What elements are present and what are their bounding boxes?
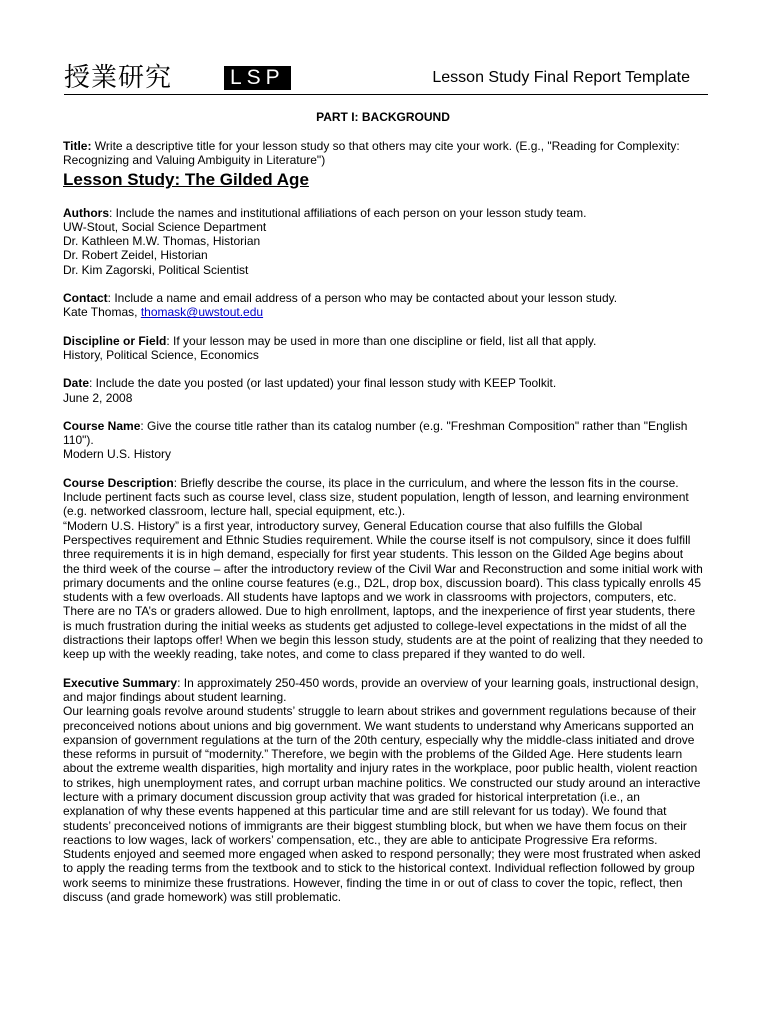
course-description-label: Course Description [63,475,174,490]
part-title: PART I: BACKGROUND [316,110,450,124]
contact-email-link[interactable]: thomask@uwstout.edu [140,305,264,320]
course-name-value: Modern U.S. History [63,447,172,462]
date-value: June 2, 2008 [63,390,133,405]
discipline-label: Discipline or Field [63,333,167,348]
document-header [64,62,708,96]
date-instruction: : Include the date you posted (or last updated) your final lesson study with KEEP Toolkit. [89,376,557,391]
discipline-section [63,334,703,363]
author-line: UW-Stout, Social Science Department [63,219,267,234]
contact-label: Contact [63,291,108,306]
author-line: Dr. Kathleen M.W. Thomas, Historian [63,234,261,249]
course-description-section [63,476,703,662]
executive-summary-body: Our learning goals revolve around students’ struggle to learn about strikes and government regulations because of their preconceived notions about unions and big government. We want students to understand why Americans supported an expansion of government regulations at the turn of the 20th century, especially why the middle-class initiated and drove these reforms in pursuit of “modernity.” Therefore, we begin with the problems of the Gilded Age. Here students learn about the extreme wealth disparities, high mortality and injury rates in the workplace, poor public health, violent reaction to strikes, high unemployment rates, and corrupt urban machine politics. We constructed our study around an interactive lecture with a primary document discussion group activity that was graded for historical interpretation (i.e., an explanation of why these events happened at this particular time and are still relevant for us today). We found that students’ preconceived notions of immigrants are their biggest stumbling block, but when we have them focus on their reactions to low wages, lack of workers’ compensation, etc., they are able to anticipate Progressive Era reforms. Students enjoyed and seemed more engaged when asked to respond personally; they were most frustrated when asked to apply the reading terms from the textbook and to stick to the historical context. Individual reflection followed by group work seems to minimize these frustrations. However, finding the time in or out of class to cover the topic, reflect, then discuss (and grade homework) was still problematic. [63,704,701,905]
authors-section [63,206,703,277]
title-instruction [63,139,703,168]
template-title: Lesson Study Final Report Template [432,69,690,86]
executive-summary-instruction: : In approximately 250-450 words, provide an overview of your learning goals, instructional design, and major findings about student learning. [63,675,699,704]
authors-instruction: : Include the names and institutional affiliations of each person on your lesson study team. [109,205,587,220]
discipline-instruction: : If your lesson may be used in more than one discipline or field, list all that apply. [166,333,597,348]
header-divider [64,94,708,95]
executive-summary-section [63,676,703,905]
date-label: Date [63,376,90,391]
course-description-instruction: : Briefly describe the course, its place in the curriculum, and where the lesson fits in the course. Include pertinent facts such as course level, class size, student population, length of lesson, and learning environment (e.g. networked classroom, lecture hall, special equipment, etc.). [63,475,689,519]
date-section [63,376,703,405]
course-name-section [63,419,703,462]
title-label: Title: [63,139,92,153]
logo-lsp-box: LSP [224,66,291,90]
author-line: Dr. Robert Zeidel, Historian [63,248,208,263]
title-instruction-text: Write a descriptive title for your lesson study so that others may cite your work. (E.g., "Reading for Complexity: Recognizing and Valuing Ambiguity in Literature") [63,139,680,168]
contact-section [63,291,703,320]
document-body [63,110,703,918]
contact-name: Kate Thomas, [63,305,141,320]
discipline-value: History, Political Science, Economics [63,347,259,362]
course-name-instruction: : Give the course title rather than its catalog number (e.g. "Freshman Composition" rather than "English 110"). [63,418,688,448]
executive-summary-label: Executive Summary [63,675,178,690]
contact-instruction: : Include a name and email address of a person who may be contacted about your lesson study. [107,291,618,306]
course-name-label: Course Name [63,418,141,433]
logo-cjk-text: 授業研究 [64,63,173,93]
lesson-study-title: Lesson Study: The Gilded Age [63,169,309,189]
course-description-body: “Modern U.S. History” is a first year, introductory survey, General Education course that also fulfills the Global Perspectives requirement and Ethnic Studies requirement. While the course itself is not compulsory, since it does fulfill three requirements it is in high demand, especially for first year students. This lesson on the Gilded Age begins about the third week of the course – after the introductory review of the Civil War and Reconstruction and some initial work with primary documents and the online course features (e.g., D2L, drop box, discussion board). This class typically enrolls 45 students with a few overloads. All students have laptops and we work in classrooms with projectors, computers, etc. There are no TA’s or graders allowed. Due to high enrollment, laptops, and the inexperience of first year students, there is much frustration during the initial weeks as students get adjusted to college-level expectations in the midst of all the distractions their laptops offer! When we begin this lesson study, students are at the point of realizing that they needed to keep up with the weekly reading, take notes, and come to class prepared if they wanted to do well. [63,518,703,662]
authors-label: Authors [63,205,109,220]
author-line: Dr. Kim Zagorski, Political Scientist [63,262,249,277]
